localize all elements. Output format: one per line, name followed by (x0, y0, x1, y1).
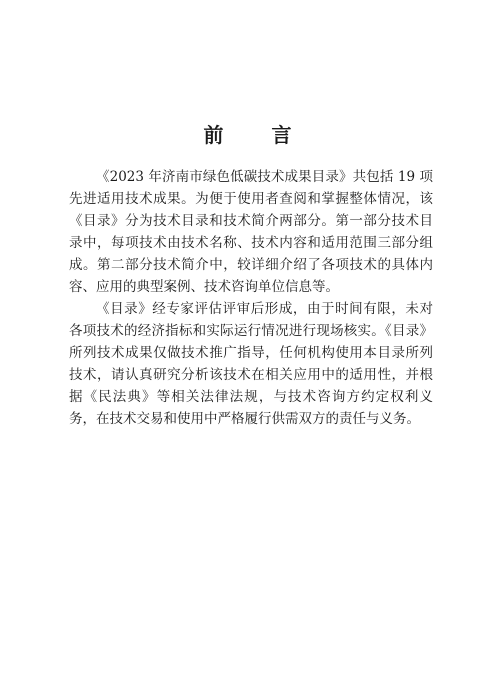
preface-body (69, 166, 433, 430)
paragraph-1: 《2023 年济南市绿色低碳技术成果目录》共包括 19 项先进适用技术成果。为便于使用者查阅和掌握整体情况，该《目录》分为技术目录和技术简介两部分。第一部分技术目录中，每项技术由技术名称、技术内容和适用范围三部分组成。第二部分技术简介中，较详细介绍了各项技术的具体内容、应用的典型案例、技术咨询单位信息等。 (69, 169, 433, 295)
paragraph-2: 《目录》经专家评估评审后形成，由于时间有限，未对各项技术的经济指标和实际运行情况进行现场核实。《目录》所列技术成果仅做技术推广指导，任何机构使用本目录所列技术，请认真研究分析该技术在相关应用中的适用性，并根据《民法典》等相关法律法规，与技术咨询方约定权利义务，在技术交易和使用中严格履行供需双方的责任与义务。 (69, 301, 433, 427)
page-title: 前 言 (203, 123, 306, 147)
